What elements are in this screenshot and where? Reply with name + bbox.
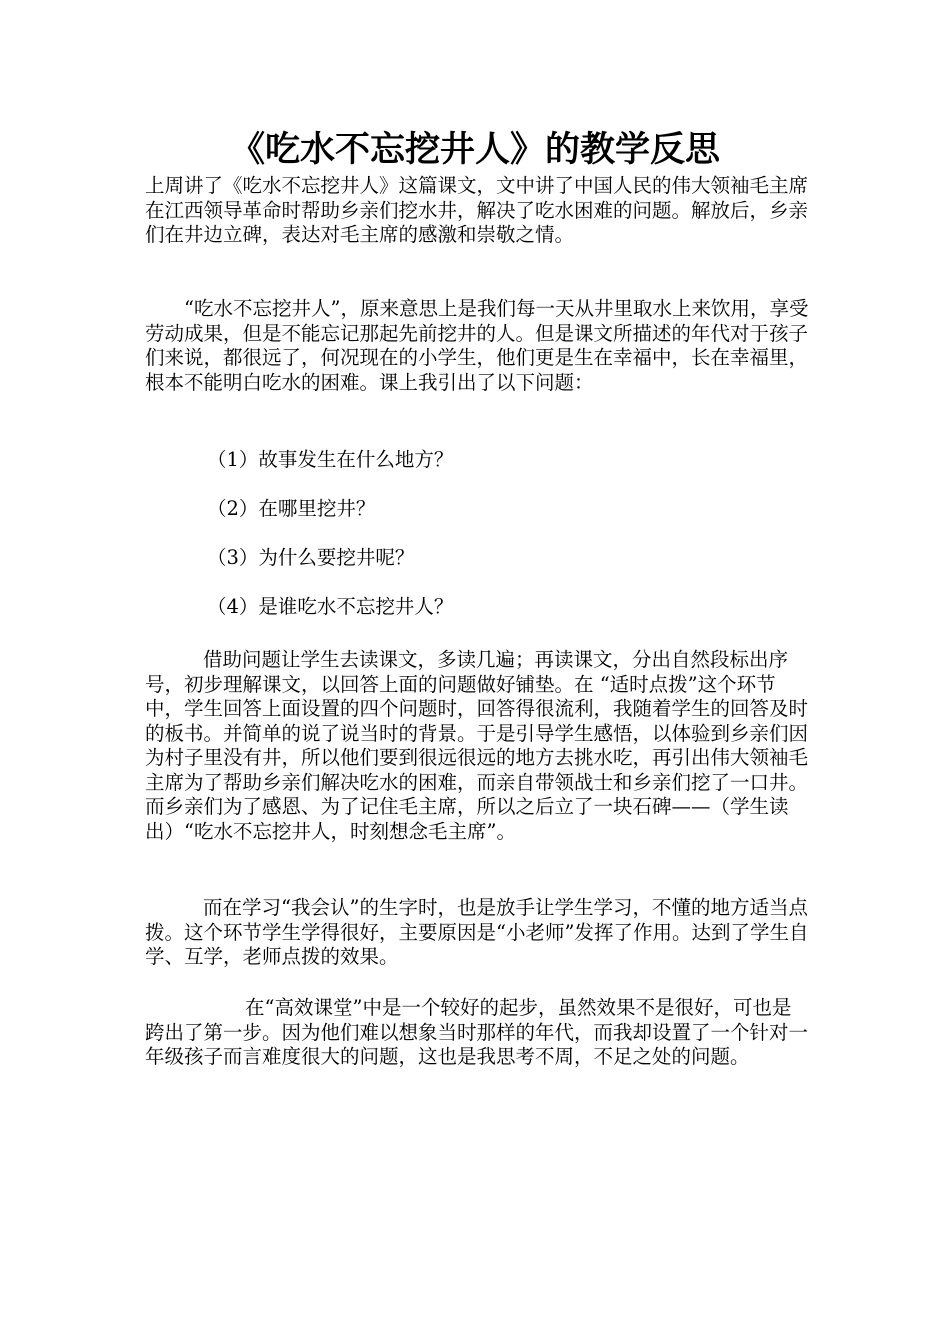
paragraph-reflection: 在“高效课堂”中是一个较好的起步，虽然效果不是很好，可也是跨出了第一步。因为他们难以想象当时那样的年代，而我却设置了一个针对一年级孩子而言难度很大的问题，这也是我思考不周，不足之处的问题。 [145,996,809,1068]
question-item-4: （4）是谁吃水不忘挖井人？ [207,595,454,618]
question-item-2: （2）在哪里挖井？ [207,497,376,520]
paragraph-intro: 上周讲了《吃水不忘挖井人》这篇课文，文中讲了中国人民的伟大领袖毛主席在江西领导革命时帮助乡亲们挖水井，解决了吃水困难的问题。解放后，乡亲们在井边立碑，表达对毛主席的感激和崇敬之情。 [145,174,809,246]
paragraph-meaning: “吃水不忘挖井人”，原来意思上是我们每一天从井里取水上来饮用，享受劳动成果，但是不能忘记那起先前挖井的人。但是课文所描述的年代对于孩子们来说，都很远了，何况现在的小学生，他们更是生在幸福中，长在幸福里，根本不能明白吃水的困难。课上我引出了以下问题： [145,297,809,394]
document-title: 《吃水不忘挖井人》的教学反思 [229,129,720,170]
question-item-1: （1）故事发生在什么地方？ [207,448,454,471]
paragraph-method: 借助问题让学生去读课文，多读几遍；再读课文，分出自然段标出序号，初步理解课文，以回答上面的问题做好铺垫。在 “适时点拨”这个环节中，学生回答上面设置的四个问题时，回答得很流利，我随着学生的回答及时的板书。并简单的说了说当时的背景。于是引导学生感悟，以体验到乡亲们因为村子里没有井，所以他们要到很远很远的地方去挑水吃，再引出伟大领袖毛主席为了帮助乡亲们解决吃水的困难，而亲自带领战士和乡亲们挖了一口井。而乡亲们为了感恩、为了记住毛主席，所以之后立了一块石碑——（学生读出）“吃水不忘挖井人，时刻想念毛主席”。 [145,648,809,843]
paragraph-characters: 而在学习“我会认”的生字时，也是放手让学生学习，不懂的地方适当点拨。这个环节学生学得很好，主要原因是“小老师”发挥了作用。达到了学生自学、互学，老师点拨的效果。 [145,896,809,968]
question-item-3: （3）为什么要挖井呢？ [207,546,415,569]
